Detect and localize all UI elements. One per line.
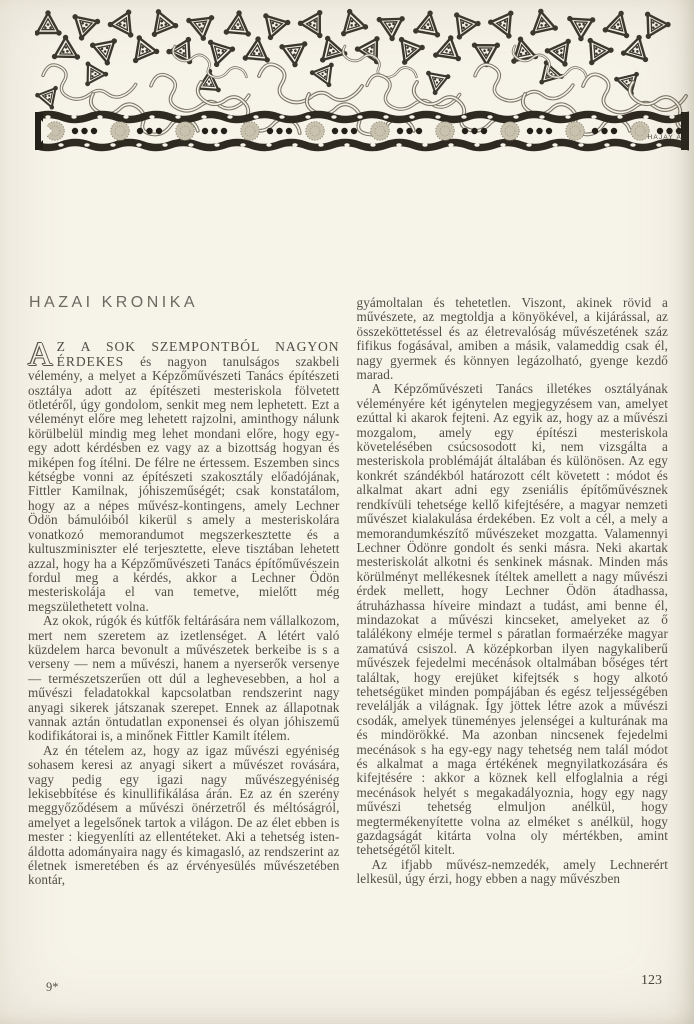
header-ornament-svg bbox=[35, 8, 689, 160]
right-paragraph-2: A Képzőművészeti Tanács illetékes osztályának véleményére két igénytelen megjegyzésem van, amelyet ezúttal ki akarok fejteni. Az egyik az, hogy az a művészi mozgalom, amely egy építészi mesteriskola követelésében csúcsosodott ki, nem vizsgálta a mesteriskola problémáját általában és különösen. Az egy konkrét szándékból határozott célt követett : módot és alkalmat akart adni egy zseniális építőművésznek rendkívüli tehetsége kellő kifejtésére, a magyar nemzeti művészet kialakulása érdekében. Ez volt a cél, a mely a memorandumkészítő művészeket mozgatta. Valamennyi Lechner Ödönre gondolt és senki másra. Neki akartak mesteriskolát alkotni és senkinek másnak. Minden más körülményt mellékesnek ítéltek amellett a nagy művészi érdek mellett, hogy Lechner Ödön átadhassa, átruházhassa híveire mindazt a tudást, ami benne él, mindazokat a művészi kincseket, amelyeket az ő találékony elméje termel s páratlan formaérzéke magyar zamatúvá csiszol. A középkorban ilyen nagykaliberű művészek fejedelmi mecénások oltalmában bőséges tért találtak, hogy erejüket kifejtsék s hogy alkotó tehetségüket minden pompájában és egész teljességében revelálják a világnak. Így jöttek létre azok a művészi csodák, amelyek tüneményes jelenségei a kulturának ma és mindörökké. Ma azonban nincsenek fejedelmi mecénások s ha egy-egy nagy tehetség nem talál módot és alkalmat a maga értékének megnyilatkozására és kifejtésére : akkor a köznek kell elfoglalnia a régi mecénások helyét s megakadályoznia, hogy egy nagy művészi tehetség elmuljon anélkül, hogy megtermékenyítette volna az elméket s anélkül, hogy gazdagságát kitárta volna oly mértékben, amint tehetségétől kitelt. bbox=[356, 381, 668, 858]
right-paragraph-1: gyámoltalan és tehetetlen. Viszont, akinek rövid a művészete, az megtoldja a könyökével, a kijárással, az összeköttetéssel és az életrevalóság művészetének száz fifikus fogásával, amiben a másik, valameddig csak él, nagy gyermek és könnyen legázolható, gyenge kezdő marad. bbox=[356, 295, 668, 383]
page-number: 123 bbox=[641, 973, 662, 988]
sheet-signature-mark: 9* bbox=[46, 980, 59, 994]
section-heading: HAZAI KRONIKA bbox=[29, 294, 199, 311]
dropcap-initial: A bbox=[28, 336, 53, 374]
header-ornament bbox=[35, 8, 689, 160]
paragraph-text: és nagyon tanulságos szakbeli vélemény, a melyet a Képzőművészeti Tanács építészeti osztálya adott az építészeti mesteriskola fölvetett ötletéről, úgy gondolom, senkit meg nem lephetett. Ezt a véleményt előre meg lehetett rajzolni, aminthogy nálunk körülbelül mindig meg lehet mondani előre, hogy egy-egy adott kérdésben ez vagy az a bizottság hogyan és miképen fog ítélni. De félre ne értessem. Eszemben sincs kétségbe vonni az építészeti szakosztály előadójának, Fittler Kamilnak, jóhiszeműségét; csak konstatálom, hogy az a népes művész-kontingens, amely Lechner Ödön bámulóiból kikerül s amely a mesteriskolára vonatkozó memorandumot megszerkesztette és a kultuszminiszter elé terjesztette, eleve tisztában lehetett azzal, hogy ha a Képzőművészeti Tanács építőművészein fordul meg a kérdés, akkor a Lechner Ödön mesteriskolája el van temetve, mielőtt még megszülethetett volna. bbox=[28, 353, 340, 614]
right-column bbox=[357, 296, 669, 888]
ornament-artist-signature: HAJAY A. bbox=[647, 134, 685, 141]
left-paragraph-1 bbox=[28, 336, 340, 614]
lead-caps-text: Z A SOK SZEMPONTBÓL NAGYON ÉRDEKES bbox=[56, 339, 340, 369]
right-paragraph-3: Az ifjabb művész-nemzedék, amely Lechnerért lelkesül, úgy érzi, hogy ebben a nagy művészben bbox=[356, 856, 668, 887]
article-columns bbox=[28, 296, 668, 888]
left-paragraph-2: Az okok, rúgók és kútfők feltárására nem vállalkozom, mert nem szeretem az izetlenséget. A létért való küzdelem harca bevonult a művészetek berkeibe is s a verseny — nem a művészi, hanem a nyerserők versenye — természetszerűen ott dúl a leghevesebben, a hol a művészi feladatokkal kapcsolatban rendszerint nagy anyagi sikerek játszanak szerepet. Ennek az állapotnak vannak aztán öntudatlan exponensei és olyan jóhiszemű kodifikátorai is, a minőnek Fittler Kamilt ítélem. bbox=[28, 613, 340, 744]
left-paragraph-3: Az én tételem az, hogy az igaz művészi egyéniség sohasem keresi az anyagi sikert a művészet rovására, vagy pedig egy igazi nagy művészegyéniség lekisebbítése és kinullifikálása árán. Ez az én szerény meggyőződésem a művészi önérzetről és méltóságról, amelyet a legelsőnek tartok a világon. De az élet ebben is mester : kiegyenlíti az ellentéteket. Aki a tehetség isten-áldotta adományaira nagy és kimagasló, az rendszerint az életnek ismeretében és az érvényesülés művészetében kontár, bbox=[28, 742, 340, 888]
left-column bbox=[28, 296, 340, 888]
